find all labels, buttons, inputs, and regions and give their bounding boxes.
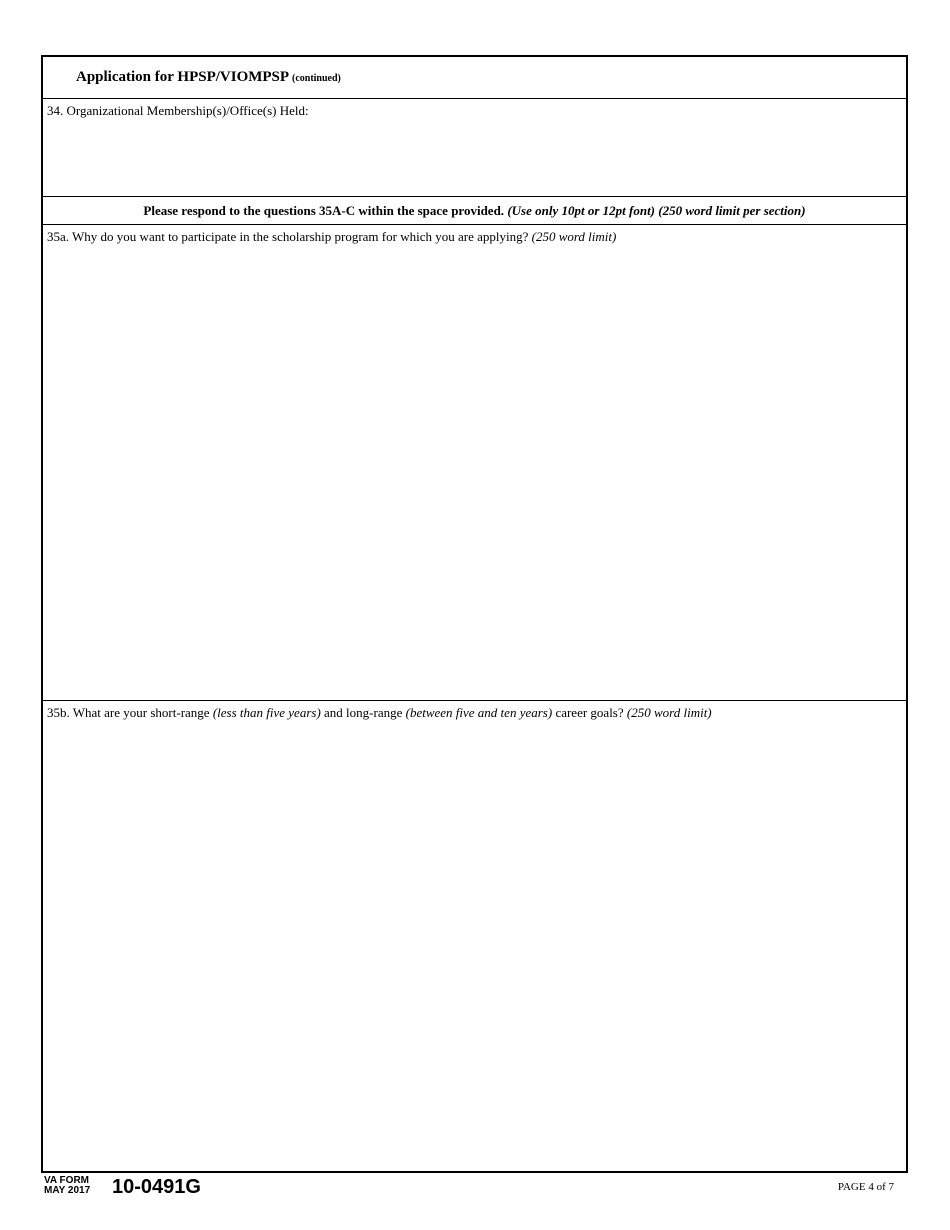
question-35b-text-1: 35b. What are your short-range	[47, 705, 210, 720]
question-35b-text-2: and long-range	[324, 705, 403, 720]
question-35b-section	[43, 701, 906, 1171]
question-35b-label	[47, 705, 712, 721]
form-footer	[44, 1176, 908, 1206]
form-title-suffix: (continued)	[291, 73, 341, 84]
instructions-bold: Please respond to the questions 35A-C within the space provided.	[143, 203, 505, 218]
question-34-label: 34. Organizational Membership(s)/Office(s) Held:	[47, 103, 309, 118]
instructions-text	[143, 203, 805, 219]
form-title	[76, 69, 341, 86]
question-35b-italic-1: (less than five years)	[212, 705, 321, 720]
question-35b-field[interactable]	[47, 723, 902, 1167]
va-form-line-1: VA FORM	[44, 1175, 89, 1186]
va-form-label	[44, 1176, 90, 1196]
form-number: 10-0491G	[112, 1176, 201, 1198]
page-number: PAGE 4 of 7	[837, 1181, 894, 1193]
question-34-field[interactable]	[47, 121, 902, 192]
question-35b-text-3: career goals?	[555, 705, 624, 720]
instructions-row	[43, 197, 906, 225]
question-35a-limit: (250 word limit)	[531, 229, 617, 244]
question-35a-text: 35a. Why do you want to participate in the scholarship program for which you are applying?	[47, 229, 529, 244]
va-form-date: MAY 2017	[44, 1185, 91, 1196]
question-35a-section	[43, 225, 906, 701]
form-header	[43, 57, 906, 99]
question-35b-limit: (250 word limit)	[626, 705, 712, 720]
form-frame	[41, 55, 908, 1173]
question-35a-field[interactable]	[47, 247, 902, 696]
question-35a-label	[47, 229, 616, 245]
question-35b-italic-2: (between five and ten years)	[405, 705, 553, 720]
instructions-italic: (Use only 10pt or 12pt font) (250 word limit per section)	[507, 203, 806, 218]
form-title-text: Application for HPSP/VIOMPSP	[76, 69, 289, 85]
question-34-section	[43, 99, 906, 197]
